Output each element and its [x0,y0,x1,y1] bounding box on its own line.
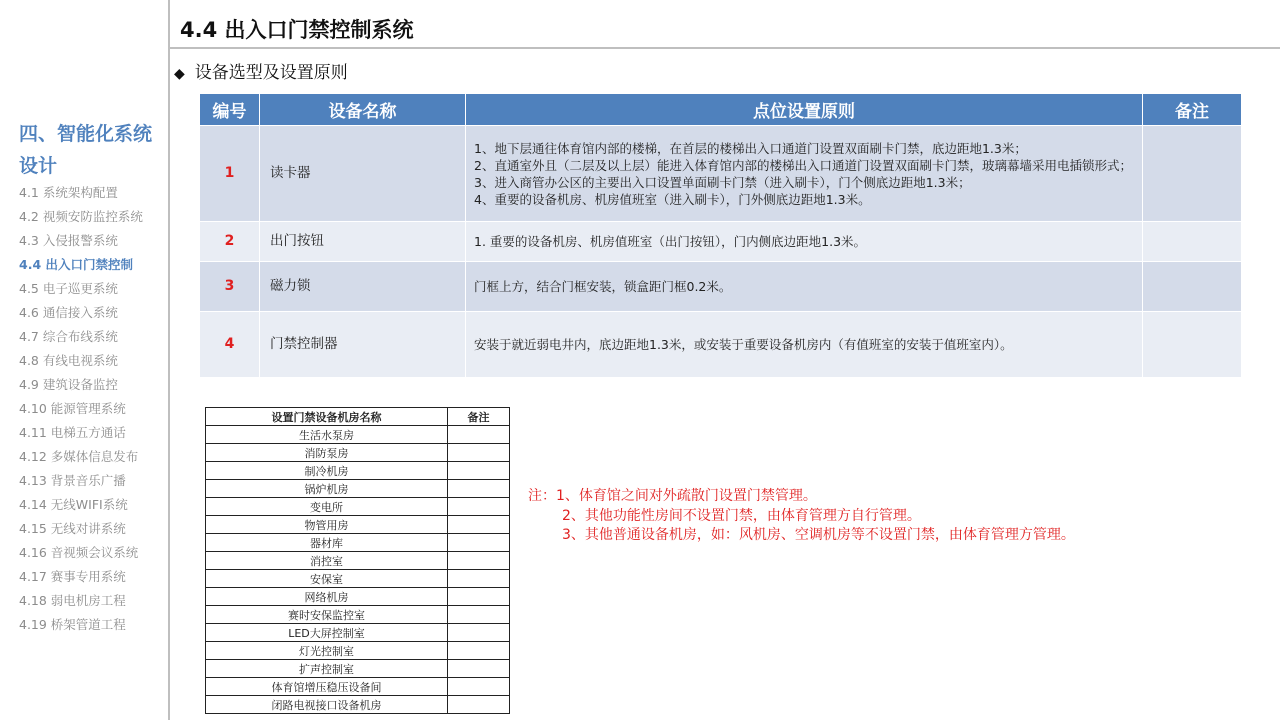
principle-line: 安装于就近弱电井内，底边距地1.3米，或安装于重要设备机房内（有值班室的安装于值班室内）。 [474,337,1013,352]
sidebar [0,0,170,720]
sidebar-item[interactable]: 4.5 电子巡更系统 [19,281,118,296]
room-name: 体育馆增压稳压设备间 [206,678,448,696]
diamond-bullet-icon: ◆ [174,66,185,82]
sidebar-section-title: 四、智能化系统设计 [19,123,153,177]
room-note [448,426,510,444]
room-col-header-name: 设置门禁设备机房名称 [206,408,448,426]
room-row [206,678,510,696]
room-note [448,678,510,696]
room-col-header-note: 备注 [448,408,510,426]
room-name: 网络机房 [206,588,448,606]
device-name: 出门按钮 [260,222,466,262]
device-principle [466,126,1143,222]
row-number: 3 [200,262,260,312]
section-subtitle [174,58,348,83]
room-name: 赛时安保监控室 [206,606,448,624]
row-number: 4 [200,312,260,378]
room-note [448,534,510,552]
sidebar-item[interactable]: 4.14 无线WIFI系统 [19,497,128,512]
room-note [448,570,510,588]
room-row [206,534,510,552]
device-principle [466,222,1143,262]
sidebar-item[interactable]: 4.7 综合布线系统 [19,329,118,344]
device-table-header [200,94,1242,126]
room-row [206,552,510,570]
room-note [448,642,510,660]
room-row [206,660,510,678]
room-table [205,407,510,714]
device-note [1143,222,1242,262]
room-note [448,516,510,534]
room-name: 变电所 [206,498,448,516]
sidebar-item[interactable]: 4.6 通信接入系统 [19,305,118,320]
principle-line: 1. 重要的设备机房、机房值班室（出门按钮），门内侧底边距地1.3米。 [474,234,867,249]
col-header-note: 备注 [1143,94,1242,126]
room-name: 扩声控制室 [206,660,448,678]
device-note [1143,312,1242,378]
sidebar-item[interactable]: 4.19 桥架管道工程 [19,617,126,632]
sidebar-item[interactable]: 4.13 背景音乐广播 [19,473,126,488]
room-note [448,444,510,462]
room-row [206,642,510,660]
page-title: 4.4 出入口门禁控制系统 [180,18,414,42]
note-line: 注：1、体育馆之间对外疏散门设置门禁管理。 [528,488,817,504]
room-note [448,624,510,642]
sidebar-item[interactable]: 4.3 入侵报警系统 [19,233,118,248]
room-name: 生活水泵房 [206,426,448,444]
subtitle-text: 设备选型及设置原则 [194,63,348,83]
device-table [199,93,1242,378]
table-row [200,262,1242,312]
sidebar-item[interactable]: 4.1 系统架构配置 [19,185,118,200]
room-row [206,696,510,714]
room-table-header [206,408,510,426]
device-principle [466,262,1143,312]
principle-line: 1、地下层通往体育馆内部的楼梯，在首层的楼梯出入口通道门设置双面刷卡门禁，底边距地1.3米； [474,140,1027,156]
room-name: 消防泵房 [206,444,448,462]
room-note [448,660,510,678]
sidebar-nav [19,184,143,640]
device-principle [466,312,1143,378]
table-row [200,222,1242,262]
device-note [1143,126,1242,222]
sidebar-item[interactable]: 4.11 电梯五方通话 [19,425,126,440]
room-row [206,426,510,444]
room-row [206,462,510,480]
col-header-principle: 点位设置原则 [466,94,1143,126]
header-divider [170,47,1280,49]
sidebar-divider [168,0,170,720]
table-row [200,126,1242,222]
col-header-name: 设备名称 [260,94,466,126]
sidebar-item[interactable]: 4.16 音视频会议系统 [19,545,139,560]
room-name: LED大屏控制室 [206,624,448,642]
room-note [448,498,510,516]
room-note [448,588,510,606]
principle-line: 4、重要的设备机房、机房值班室（进入刷卡），门外侧底边距地1.3米。 [474,191,871,207]
room-row [206,570,510,588]
room-note [448,696,510,714]
room-name: 锅炉机房 [206,480,448,498]
sidebar-item[interactable]: 4.9 建筑设备监控 [19,377,118,392]
room-row [206,498,510,516]
room-note [448,462,510,480]
room-note [448,606,510,624]
col-header-num: 编号 [200,94,260,126]
room-name: 安保室 [206,570,448,588]
sidebar-item[interactable]: 4.15 无线对讲系统 [19,521,126,536]
sidebar-item[interactable]: 4.4 出入口门禁控制 [19,257,133,272]
room-name: 器材库 [206,534,448,552]
room-name: 制冷机房 [206,462,448,480]
row-number: 2 [200,222,260,262]
room-row [206,624,510,642]
device-name: 磁力锁 [260,262,466,312]
room-row [206,480,510,498]
row-number: 1 [200,126,260,222]
room-row [206,444,510,462]
room-name: 灯光控制室 [206,642,448,660]
sidebar-item[interactable]: 4.10 能源管理系统 [19,401,126,416]
room-note [448,480,510,498]
device-name: 读卡器 [260,126,466,222]
room-name: 消控室 [206,552,448,570]
room-name: 闭路电视接口设备机房 [206,696,448,714]
note-line: 2、其他功能性房间不设置门禁，由体育管理方自行管理。 [562,507,921,524]
room-row [206,588,510,606]
table-row [200,312,1242,378]
principle-line: 2、直通室外且（二层及以上层）能进入体育馆内部的楼梯出入口通道门设置双面刷卡门禁，玻璃幕墙采用电插锁形式； [474,157,1132,173]
device-note [1143,262,1242,312]
room-note [448,552,510,570]
room-row [206,516,510,534]
note-line: 3、其他普通设备机房，如：风机房、空调机房等不设置门禁，由体育管理方管理。 [562,527,1075,543]
sidebar-item[interactable]: 4.8 有线电视系统 [19,353,118,368]
room-row [206,606,510,624]
sidebar-item[interactable]: 4.17 赛事专用系统 [19,569,126,584]
sidebar-item[interactable]: 4.2 视频安防监控系统 [19,209,143,224]
room-name: 物管用房 [206,516,448,534]
device-name: 门禁控制器 [260,312,466,378]
principle-line: 门框上方，结合门框安装，锁盒距门框0.2米。 [474,279,732,294]
sidebar-item[interactable]: 4.18 弱电机房工程 [19,593,126,608]
principle-line: 3、进入商管办公区的主要出入口设置单面刷卡门禁（进入刷卡），门个侧底边距地1.3米； [474,174,971,190]
sidebar-item[interactable]: 4.12 多媒体信息发布 [19,449,139,464]
notes-block [528,487,1075,546]
